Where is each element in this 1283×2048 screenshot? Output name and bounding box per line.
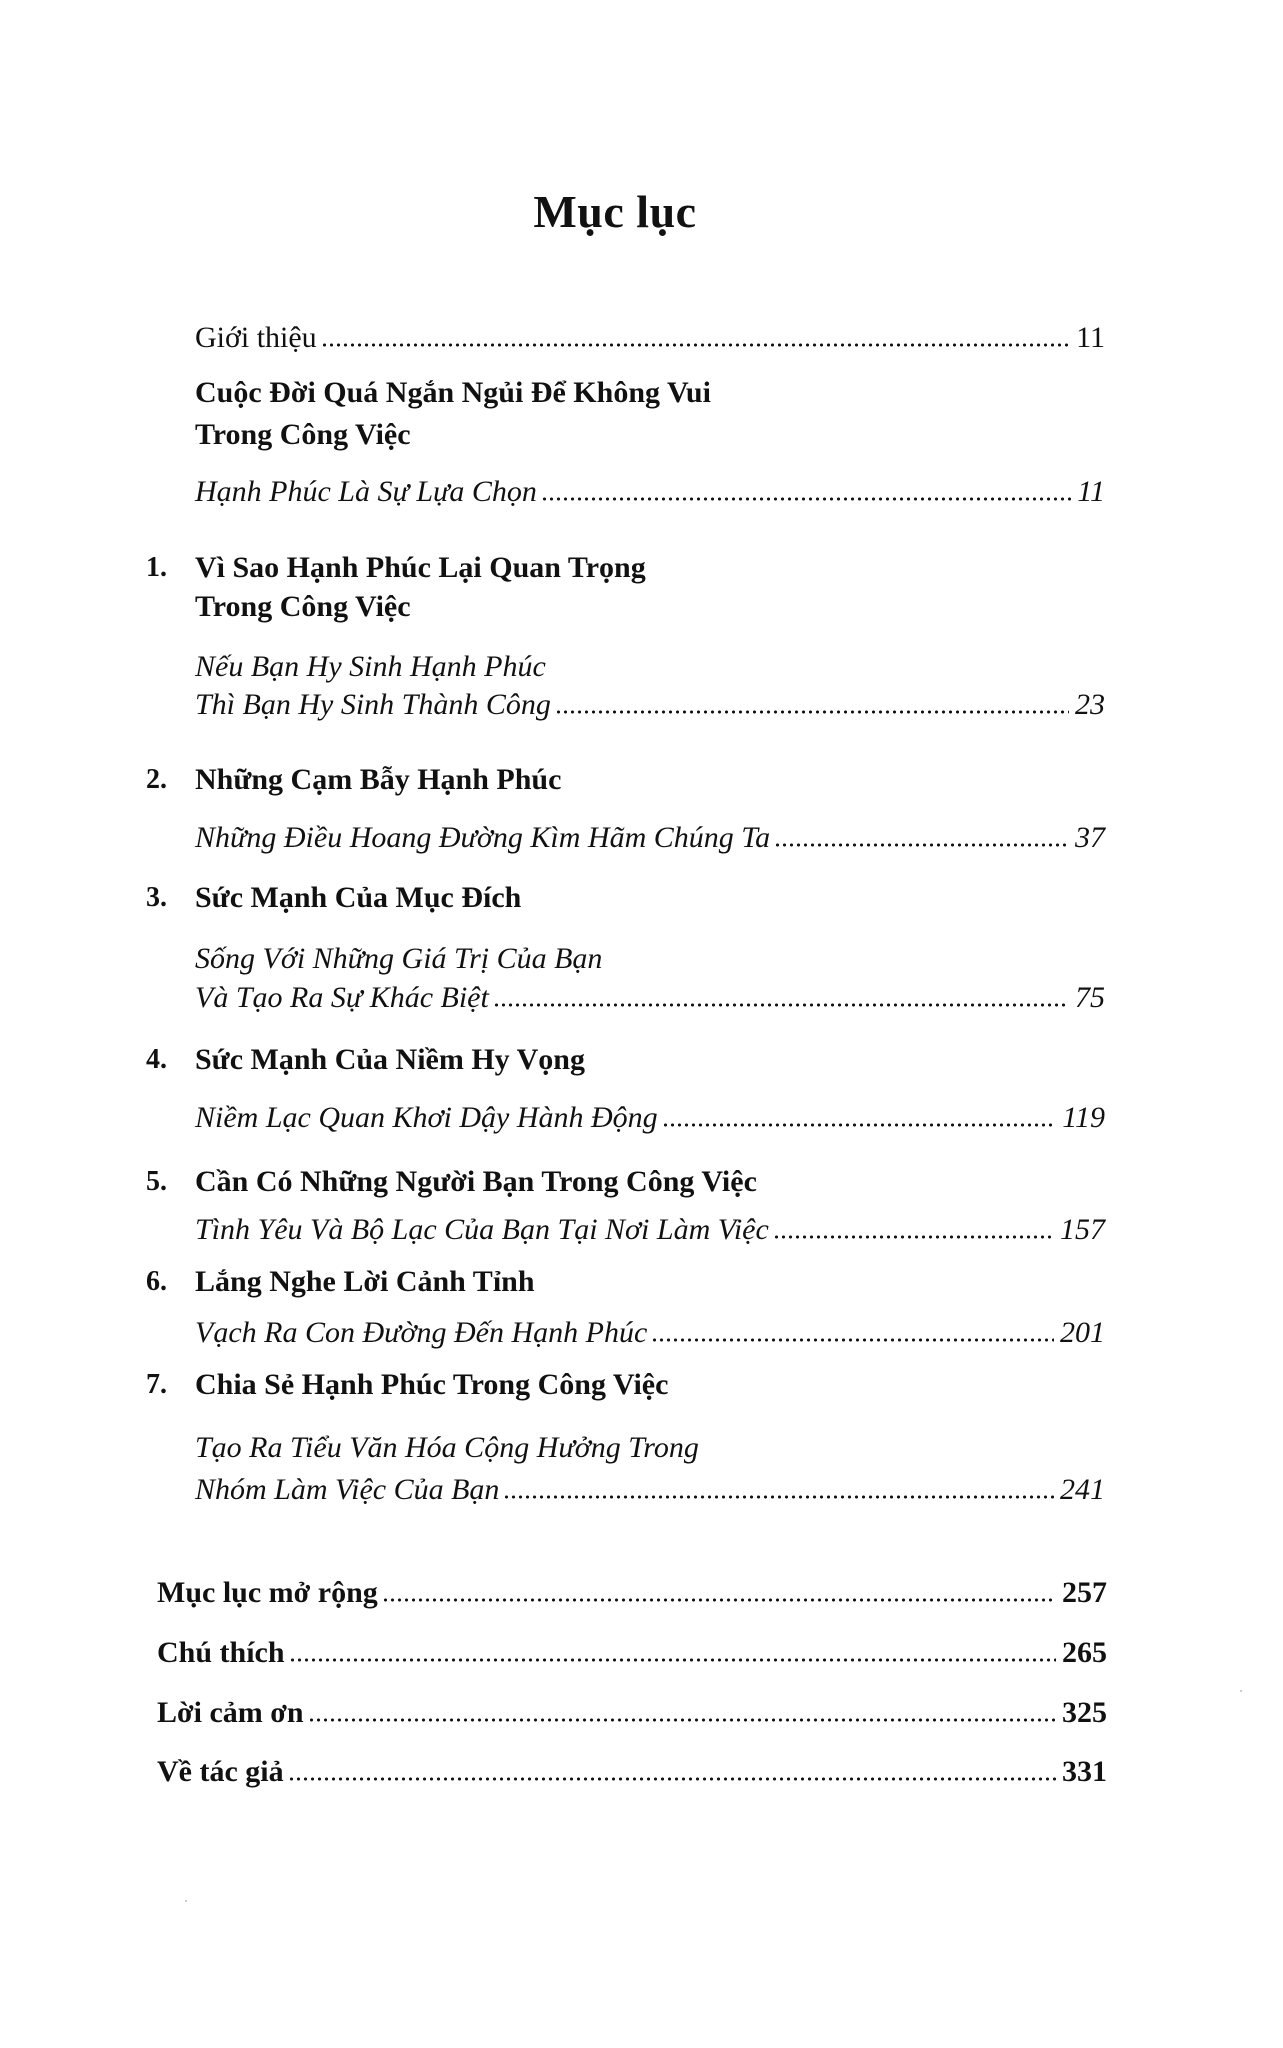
chapter-subtitle-line bbox=[195, 652, 1105, 682]
chapter-subtitle-line bbox=[195, 1433, 1105, 1463]
dot-leader bbox=[289, 1657, 1056, 1663]
chapter-title-text: Trong Công Việc bbox=[195, 590, 411, 623]
toc-page-number: 11 bbox=[1077, 475, 1105, 508]
chapter-title-text: Lắng Nghe Lời Cảnh Tỉnh bbox=[195, 1265, 535, 1298]
toc-page-number: 201 bbox=[1060, 1316, 1105, 1349]
chapter-title-text: Sức Mạnh Của Niềm Hy Vọng bbox=[195, 1043, 585, 1076]
toc-entry-back-matter[interactable] bbox=[157, 1578, 1107, 1608]
toc-heading-text: Cuộc Đời Quá Ngắn Ngủi Để Không Vui bbox=[195, 376, 711, 409]
dot-leader bbox=[493, 1002, 1069, 1008]
toc-entry-chapter-5[interactable] bbox=[195, 1215, 1105, 1245]
toc-entry-label: Về tác giả bbox=[157, 1755, 284, 1788]
toc-entry-label: Chú thích bbox=[157, 1636, 285, 1669]
toc-page-number: 23 bbox=[1075, 688, 1105, 721]
dot-leader bbox=[382, 1597, 1056, 1603]
toc-page-number: 331 bbox=[1062, 1755, 1107, 1788]
toc-page-number: 11 bbox=[1076, 321, 1105, 354]
toc-entry-label: Hạnh Phúc Là Sự Lựa Chọn bbox=[195, 475, 537, 508]
chapter-title-text: Cần Có Những Người Bạn Trong Công Việc bbox=[195, 1165, 757, 1198]
dot-leader bbox=[662, 1122, 1057, 1128]
dot-leader bbox=[288, 1776, 1056, 1782]
toc-page-number: 241 bbox=[1060, 1473, 1105, 1506]
scan-speck bbox=[185, 1900, 187, 1902]
page-title: Mục lục bbox=[533, 186, 697, 237]
toc-entry-chapter-1[interactable] bbox=[195, 690, 1105, 720]
dot-leader bbox=[321, 342, 1070, 348]
chapter-subtitle-text: Thì Bạn Hy Sinh Thành Công bbox=[195, 688, 551, 721]
toc-entry-chapter-6[interactable] bbox=[195, 1318, 1105, 1348]
toc-entry-label: Giới thiệu bbox=[195, 321, 317, 354]
toc-entry-label: Lời cảm ơn bbox=[157, 1696, 304, 1729]
chapter-number: 3. bbox=[146, 882, 167, 913]
chapter-number: 2. bbox=[146, 764, 167, 795]
chapter-subtitle-text: Tạo Ra Tiểu Văn Hóa Cộng Hưởng Trong bbox=[195, 1431, 699, 1464]
chapter-title-text: Những Cạm Bẫy Hạnh Phúc bbox=[195, 763, 562, 796]
toc-heading-intro-line-1 bbox=[195, 378, 1105, 408]
toc-entry-intro[interactable] bbox=[195, 323, 1105, 353]
scan-speck bbox=[1240, 1690, 1242, 1692]
chapter-number: 1. bbox=[146, 552, 167, 583]
chapter-subtitle-text: Niềm Lạc Quan Khơi Dậy Hành Động bbox=[195, 1101, 658, 1134]
toc-entry-label: Mục lục mở rộng bbox=[157, 1576, 378, 1609]
chapter-title-line[interactable] bbox=[195, 553, 1105, 583]
chapter-title-line[interactable] bbox=[195, 1370, 1105, 1400]
chapter-number: 5. bbox=[146, 1166, 167, 1197]
dot-leader bbox=[651, 1337, 1054, 1343]
toc-page-number: 75 bbox=[1075, 981, 1105, 1014]
toc-entry-intro-subtitle[interactable] bbox=[195, 477, 1105, 507]
toc-entry-chapter-3[interactable] bbox=[195, 983, 1105, 1013]
chapter-subtitle-text: Nhóm Làm Việc Của Bạn bbox=[195, 1473, 500, 1506]
chapter-title-line[interactable] bbox=[195, 765, 1105, 795]
toc-entry-back-matter[interactable] bbox=[157, 1698, 1107, 1728]
toc-page-number: 119 bbox=[1062, 1101, 1105, 1134]
chapter-subtitle-line bbox=[195, 944, 1105, 974]
toc-entry-chapter-2[interactable] bbox=[195, 823, 1105, 853]
chapter-title-line[interactable] bbox=[195, 1267, 1105, 1297]
chapter-number: 4. bbox=[146, 1044, 167, 1075]
chapter-title-line[interactable] bbox=[195, 883, 1105, 913]
chapter-subtitle-text: Và Tạo Ra Sự Khác Biệt bbox=[195, 981, 489, 1014]
chapter-subtitle-text: Những Điều Hoang Đường Kìm Hãm Chúng Ta bbox=[195, 821, 771, 854]
chapter-number: 7. bbox=[146, 1369, 167, 1400]
chapter-number: 6. bbox=[146, 1266, 167, 1297]
chapter-title-line[interactable] bbox=[195, 592, 1105, 622]
chapter-subtitle-text: Tình Yêu Và Bộ Lạc Của Bạn Tại Nơi Làm Việc bbox=[195, 1213, 769, 1246]
chapter-subtitle-text: Vạch Ra Con Đường Đến Hạnh Phúc bbox=[195, 1316, 648, 1349]
toc-entry-chapter-7[interactable] bbox=[195, 1475, 1105, 1505]
chapter-title-line[interactable] bbox=[195, 1167, 1105, 1197]
dot-leader bbox=[503, 1494, 1054, 1500]
dot-leader bbox=[555, 709, 1069, 715]
chapter-subtitle-text: Nếu Bạn Hy Sinh Hạnh Phúc bbox=[195, 650, 546, 683]
dot-leader bbox=[773, 1234, 1054, 1240]
toc-page-number: 157 bbox=[1060, 1213, 1105, 1246]
toc-entry-chapter-4[interactable] bbox=[195, 1103, 1105, 1133]
dot-leader bbox=[541, 496, 1071, 502]
chapter-title-text: Vì Sao Hạnh Phúc Lại Quan Trọng bbox=[195, 551, 646, 584]
toc-page-number: 265 bbox=[1062, 1636, 1107, 1669]
toc-page-number: 37 bbox=[1075, 821, 1105, 854]
toc-entry-back-matter[interactable] bbox=[157, 1757, 1107, 1787]
dot-leader bbox=[774, 842, 1069, 848]
toc-entry-back-matter[interactable] bbox=[157, 1638, 1107, 1668]
toc-page-number: 257 bbox=[1062, 1576, 1107, 1609]
toc-heading-intro-line-2 bbox=[195, 420, 1105, 450]
chapter-title-line[interactable] bbox=[195, 1045, 1105, 1075]
toc-heading-text: Trong Công Việc bbox=[195, 418, 411, 451]
chapter-title-text: Chia Sẻ Hạnh Phúc Trong Công Việc bbox=[195, 1368, 669, 1401]
dot-leader bbox=[308, 1717, 1056, 1723]
toc-page-number: 325 bbox=[1062, 1696, 1107, 1729]
chapter-subtitle-text: Sống Với Những Giá Trị Của Bạn bbox=[195, 942, 603, 975]
chapter-title-text: Sức Mạnh Của Mục Đích bbox=[195, 881, 522, 914]
